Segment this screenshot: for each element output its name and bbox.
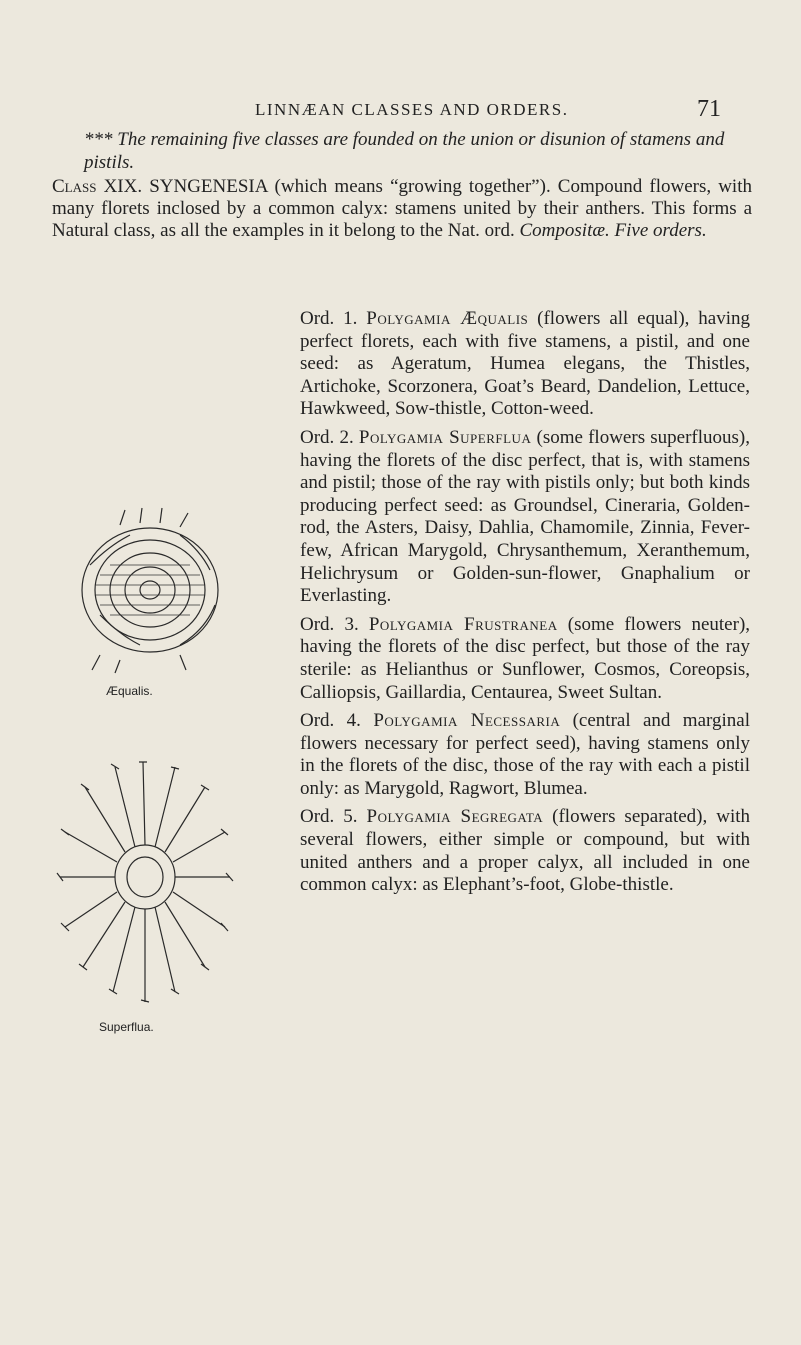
order-item <box>300 308 750 421</box>
intro-note: *** The remaining five classes are founded on the union or disunion of stamens and pistils. <box>84 129 725 173</box>
class-name: SYNGENESIA <box>149 176 268 197</box>
order-name: Polygamia Superflua <box>358 426 532 448</box>
order-count: Five orders. <box>614 220 707 241</box>
order-name: Polygamia Frustranea <box>368 613 558 635</box>
order-number: Ord. 2. <box>300 426 354 448</box>
class-label: Class XIX. <box>52 176 143 197</box>
order-item <box>300 710 750 800</box>
orders-list <box>300 308 750 903</box>
figure-caption-superflua: Superflua. <box>99 1020 154 1034</box>
order-description: (some flowers superfluous), having the florets of the disc perfect, that is, with stamens and pistil; those of the ray with pistils only; but both kinds producing perfect seed: as Groundsel, Cineraria, Golden-rod, the Asters, Daisy, Dahlia, Chamomile, Zinnia, Fever-few, African Marygold, Chrysanthemum, Xeranthemum, Helichrysum or Golden-sun-flower, Gnaphalium or Everlasting. <box>300 426 750 607</box>
order-description: (flowers all equal), having perfect florets, each with five stamens, a pistil, and one seed: as Ageratum, Humea elegans, the Thistles, Artichoke, Scorzonera, Goat’s Beard, Dandelion, Lettuce, Hawkweed, Sow-thistle, Cotton-weed. <box>300 308 750 420</box>
superflua-flower-illustration <box>55 752 235 1007</box>
order-number: Ord. 3. <box>300 613 359 635</box>
class-description: (which means “growing together”). Compound flowers, with many florets inclosed by a common calyx: stamens united by their anthers. This forms a Natural class, as all the examples in it belong to the Nat. ord. <box>52 176 752 241</box>
natural-order-name: Compositæ. <box>519 220 610 241</box>
order-item <box>300 427 750 608</box>
order-description: (flowers separated), with several flowers, either simple or compound, but with united anthers and a proper calyx, all included in one common calyx: as Elephant’s-foot, Globe-thistle. <box>300 806 750 896</box>
order-name: Polygamia Æqualis <box>366 308 529 329</box>
running-title: LINNÆAN CLASSES AND ORDERS. <box>255 100 569 119</box>
page-number: 71 <box>697 96 721 122</box>
order-name: Polygamia Necessaria <box>373 710 561 732</box>
order-description: (central and marginal flowers necessary for perfect seed), having stamens only in the florets of the disc, those of the ray with each a pistil only: as Marygold, Ragwort, Blumea. <box>300 710 750 799</box>
order-item <box>300 614 750 704</box>
order-description: (some flowers neuter), having the florets of the disc perfect, but those of the ray sterile: as Helianthus or Sunflower, Cosmos, Coreopsis, Calliopsis, Gaillardia, Centaurea, Sweet Sultan. <box>300 613 751 703</box>
aequalis-flower-illustration <box>60 505 240 675</box>
order-name: Polygamia Segregata <box>366 806 544 828</box>
order-number: Ord. 5. <box>300 806 358 828</box>
order-number: Ord. 4. <box>300 710 361 732</box>
order-item <box>300 806 750 896</box>
order-number: Ord. 1. <box>300 308 358 329</box>
figure-caption-aequalis: Æqualis. <box>106 684 153 698</box>
class-xix-paragraph <box>52 176 752 242</box>
